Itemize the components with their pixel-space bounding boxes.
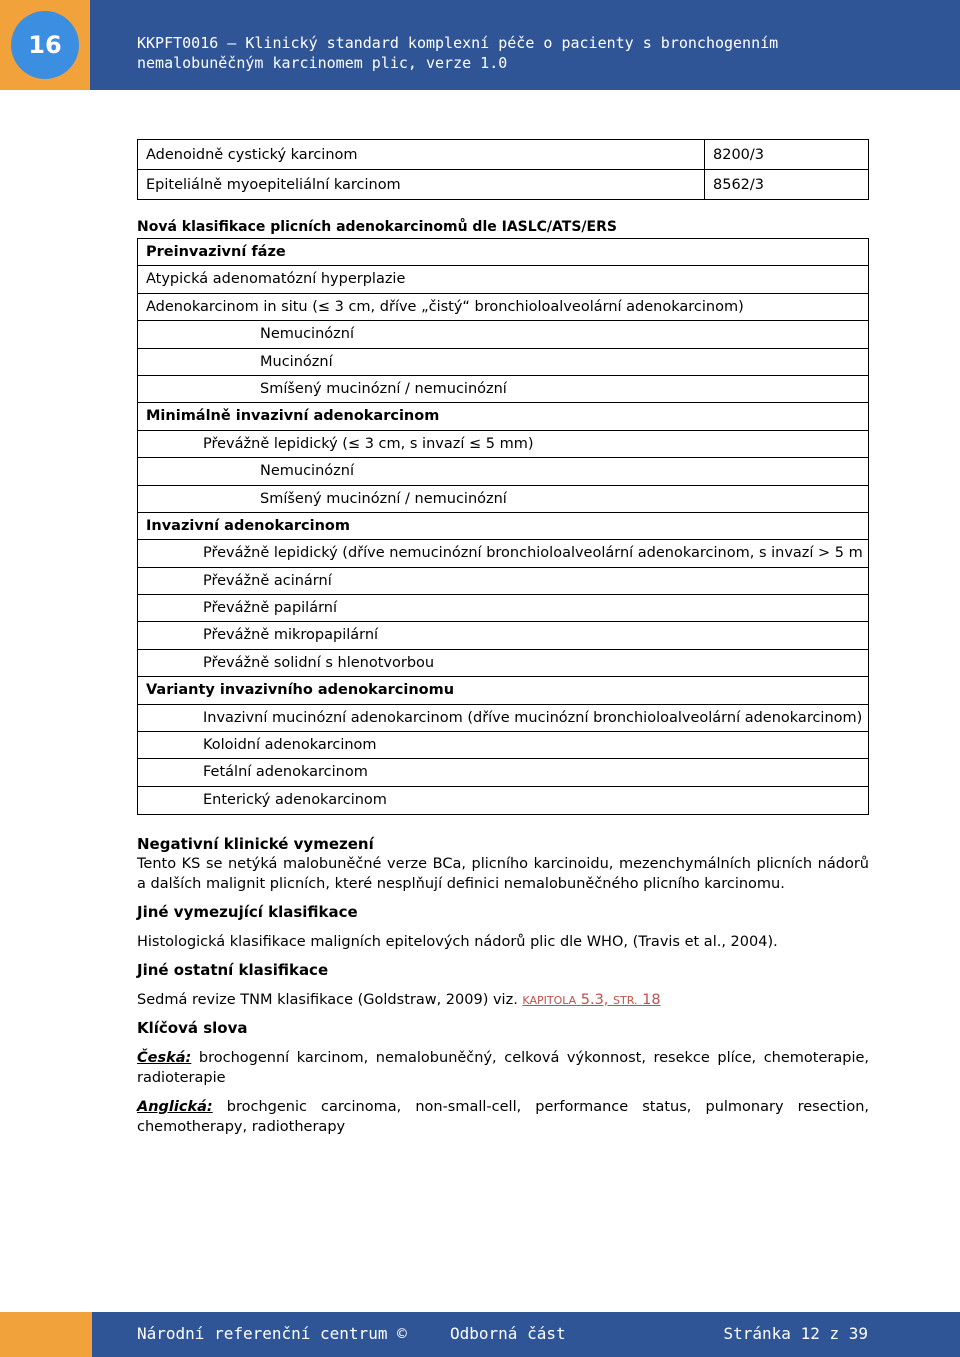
table-row <box>138 140 869 170</box>
classification-row: Převážně lepidický (dříve nemucinózní bronchioloalveolární adenokarcinom, s invazí > 5 m <box>138 540 868 567</box>
keywords-english-label: Anglická: <box>137 1099 213 1115</box>
classification-heading: Nová klasifikace plicních adenokarcinomů dle IASLC/ATS/ERS <box>137 219 617 235</box>
header-bar <box>0 0 960 90</box>
page-number: 16 <box>11 11 79 79</box>
classification-row: Převážně papilární <box>138 595 868 622</box>
keywords-czech-text: brochogenní karcinom, nemalobuněčný, celková výkonnost, resekce plíce, chemoterapie, radioterapie <box>137 1050 869 1086</box>
classification-row: Mucinózní <box>138 349 868 376</box>
footer-section: Odborná část <box>450 1324 566 1343</box>
document-title-line2: nemalobuněčným karcinomem plic, verze 1.0 <box>137 54 508 72</box>
code-table <box>137 139 869 200</box>
table-row <box>138 170 869 200</box>
classification-row: Převážně acinární <box>138 568 868 595</box>
classification-row: Enterický adenokarcinom <box>203 791 387 808</box>
keywords-heading: Klíčová slova <box>137 1019 248 1037</box>
other-definition-heading: Jiné vymezující klasifikace <box>137 903 358 921</box>
classification-row: Nemucinózní <box>138 458 868 485</box>
classification-row: Adenokarcinom in situ (≤ 3 cm, dříve „čistý“ bronchioloalveolární adenokarcinom) <box>138 294 868 321</box>
footer-organization: Národní referenční centrum © <box>137 1324 407 1343</box>
other-classification-sentence: Sedmá revize TNM klasifikace (Goldstraw, 2009) viz. <box>137 992 518 1008</box>
other-classification-heading: Jiné ostatní klasifikace <box>137 961 329 979</box>
classification-row: Atypická adenomatózní hyperplazie <box>138 266 868 293</box>
negative-definition-text: Tento KS se netýká malobuněčné verze BCa, plicního karcinoidu, mezenchymálních plicních nádorů a dalších malignit plicních, které nesplňují definici nemalobuněčného plicního karcinomu. <box>137 856 869 892</box>
classification-row: Minimálně invazivní adenokarcinom <box>138 403 868 430</box>
classification-row: Smíšený mucinózní / nemucinózní <box>138 376 868 403</box>
classification-row: Invazivní mucinózní adenokarcinom (dříve mucinózní bronchioloalveolární adenokarcinom) <box>138 705 868 732</box>
classification-row: Smíšený mucinózní / nemucinózní <box>138 486 868 513</box>
classification-row: Převážně lepidický (≤ 3 cm, s invazí ≤ 5 mm) <box>138 431 868 458</box>
classification-row: Převážně mikropapilární <box>138 622 868 649</box>
other-definition-text: Histologická klasifikace maligních epitelových nádorů plic dle WHO, (Travis et al., 2004). <box>137 934 778 950</box>
negative-definition-heading: Negativní klinické vymezení <box>137 835 374 853</box>
tumor-name: Epiteliálně myoepiteliální karcinom <box>138 170 705 200</box>
other-classification-text <box>137 990 869 1011</box>
classification-row: Koloidní adenokarcinom <box>138 732 868 759</box>
keywords-czech <box>137 1048 869 1088</box>
document-title <box>137 33 937 73</box>
classification-row: Nemucinózní <box>138 321 868 348</box>
classification-row: Invazivní adenokarcinom <box>138 513 868 540</box>
chapter-link[interactable]: KAPITOLA 5.3, STR. 18 <box>522 992 661 1008</box>
document-title-line1: KKPFT0016 – Klinický standard komplexní péče o pacienty s bronchogenním <box>137 34 779 52</box>
classification-row: Převážně solidní s hlenotvorbou <box>138 650 868 677</box>
footer-bar <box>0 1312 960 1357</box>
page-number-box <box>0 0 90 90</box>
keywords-czech-label: Česká: <box>137 1050 192 1066</box>
classification-table <box>137 238 869 815</box>
footer-page-count: Stránka 12 z 39 <box>723 1324 868 1343</box>
classification-row: Preinvazivní fáze <box>138 239 868 266</box>
classification-row: Fetální adenokarcinom <box>138 759 868 786</box>
keywords-english <box>137 1097 869 1137</box>
footer-accent-box <box>0 1312 92 1357</box>
keywords-english-text: brochgenic carcinoma, non-small-cell, performance status, pulmonary resection, chemotherapy, radiotherapy <box>137 1099 870 1135</box>
tumor-name: Adenoidně cystický karcinom <box>138 140 705 170</box>
classification-row: Varianty invazivního adenokarcinomu <box>138 677 868 704</box>
tumor-code: 8562/3 <box>705 170 869 200</box>
tumor-code: 8200/3 <box>705 140 869 170</box>
